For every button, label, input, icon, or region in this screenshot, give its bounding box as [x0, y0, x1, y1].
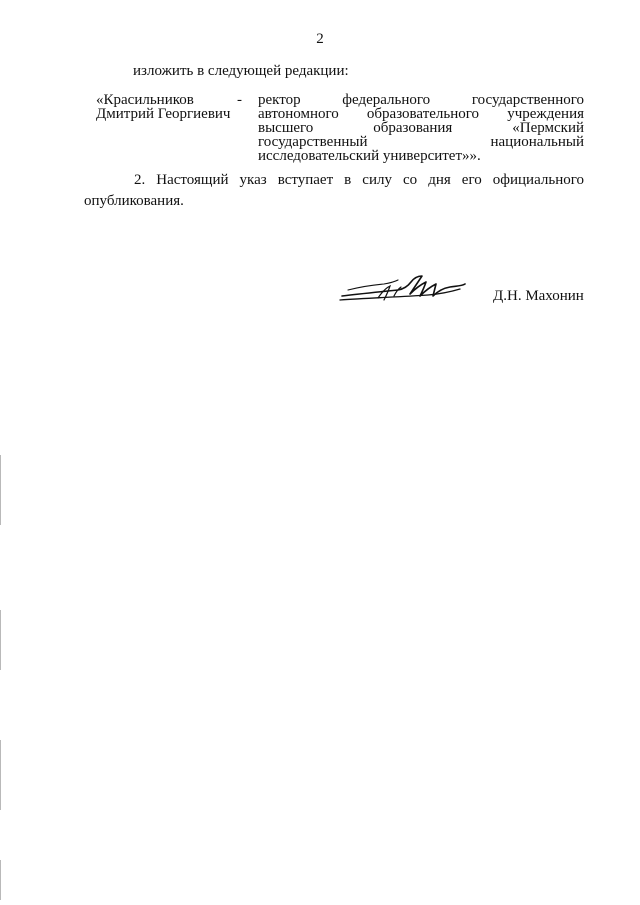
entry-position-line-5: исследовательский университет»». — [258, 148, 481, 164]
entry-position-line-1: ректор федерального государственного — [258, 92, 584, 108]
paragraph-effective-date: 2. Настоящий указ вступает в силу со дня его официального опубликования. — [84, 172, 584, 209]
entry-name-line-2: Дмитрий Георгиевич — [96, 106, 231, 122]
signer-name: Д.Н. Махонин — [493, 288, 584, 304]
entry-name-line-1: «Красильников — [96, 92, 194, 108]
entry-dash: - — [237, 92, 242, 108]
scan-edge-mark — [0, 860, 1, 900]
handwritten-signature-icon — [338, 270, 468, 310]
entry-position-line-2: автономного образовательного учреждения — [258, 106, 584, 122]
scan-edge-mark — [0, 455, 1, 525]
scan-edge-mark — [0, 610, 1, 670]
scan-edge-mark — [0, 740, 1, 810]
page-number: 2 — [316, 31, 324, 47]
entry-position-line-3: высшего образования «Пермский — [258, 120, 584, 136]
entry-name — [96, 93, 246, 121]
intro-line: изложить в следующей редакции: — [133, 63, 349, 79]
entry-position-line-4: государственный национальный — [258, 134, 584, 150]
